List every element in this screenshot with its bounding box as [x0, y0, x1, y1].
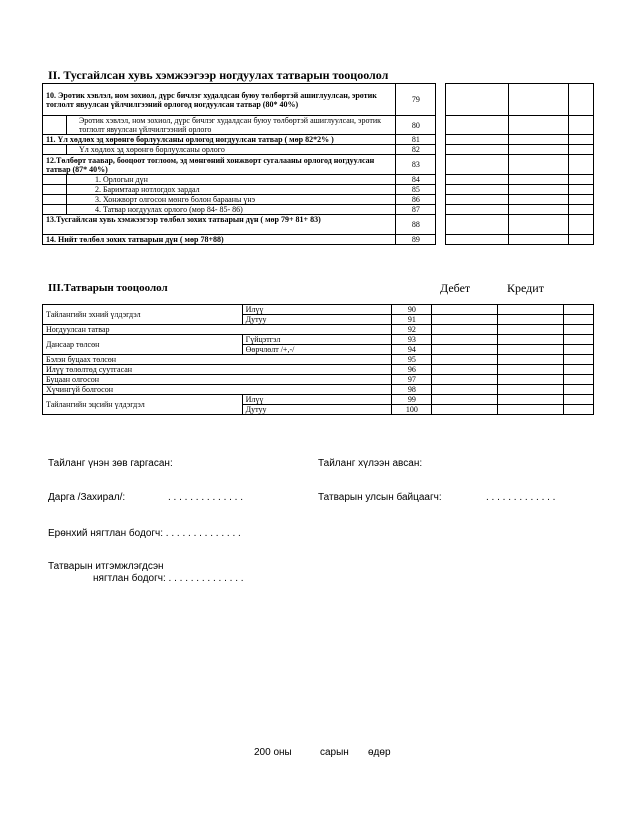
- row-number: 95: [392, 355, 432, 365]
- row-number: 83: [396, 155, 436, 175]
- section3-table: [42, 304, 594, 415]
- row-number: 89: [396, 235, 436, 245]
- value-cell[interactable]: [446, 205, 509, 215]
- prepared-by-label: Тайланг үнэн зөв гаргасан:: [48, 458, 173, 469]
- certified-accountant-label: Татварын итгэмжлэгдсэн: [48, 561, 164, 572]
- value-cell[interactable]: [432, 375, 498, 385]
- value-cell[interactable]: [509, 155, 569, 175]
- table-row: [43, 305, 594, 315]
- value-cell[interactable]: [446, 235, 509, 245]
- row-number: 94: [392, 345, 432, 355]
- transfer-label: Гүйцэтгэл: [242, 335, 392, 345]
- value-cell[interactable]: [446, 84, 509, 116]
- director-signature-line[interactable]: . . . . . . . . . . . . . .: [168, 492, 244, 503]
- value-cell[interactable]: [498, 405, 564, 415]
- debit-header: Дебет: [440, 281, 471, 295]
- value-cell[interactable]: [432, 355, 498, 365]
- row-number: 82: [396, 145, 436, 155]
- inspector-signature-line[interactable]: . . . . . . . . . . . . .: [486, 492, 556, 503]
- value-cell[interactable]: [432, 315, 498, 325]
- row-label: 10. Эротик хэвлэл, ном зохиол, дүрс бичлэг худалдсан буюу төлбөртэй ашиглуулсан, эротик тоглолт явуулсан үйлчилгээний орлогод ногдуулсан татвар (80* 40%): [43, 84, 396, 116]
- row-number: 80: [396, 116, 436, 135]
- row-number: 92: [392, 325, 432, 335]
- row-number: 86: [396, 195, 436, 205]
- overpay-label: Илүү төлөлтөд суутгасан: [43, 365, 392, 375]
- value-cell[interactable]: [446, 175, 509, 185]
- row-label: 2. Баримтаар нотлогдох зардал: [66, 185, 395, 195]
- refund-cash-label: Бэлэн буцаах төлсөн: [43, 355, 392, 365]
- opening-balance-label: Тайлангийн эхний үлдэгдэл: [43, 305, 243, 325]
- table-row: [43, 84, 594, 116]
- row-number: 79: [396, 84, 436, 116]
- value-cell[interactable]: [498, 365, 564, 375]
- deficit-label: Дутуу: [242, 405, 392, 415]
- table-row: [43, 395, 594, 405]
- table-row: [43, 195, 594, 205]
- paid-label: Дансаар төлсөн: [43, 335, 243, 355]
- assessed-tax-label: Ногдуулсан татвар: [43, 325, 392, 335]
- value-cell[interactable]: [498, 325, 564, 335]
- value-cell[interactable]: [498, 335, 564, 345]
- table-row: [43, 385, 594, 395]
- row-number: 88: [396, 215, 436, 235]
- value-cell[interactable]: [509, 215, 569, 235]
- value-cell[interactable]: [446, 135, 509, 145]
- value-cell[interactable]: [432, 385, 498, 395]
- row-label: Эротик хэвлэл, ном зохиол, дүрс бичлэг худалдсан буюу төлбөртэй ашиглуулсан, эротик тоглолт явуулсан үйлчилгээний орлого: [66, 116, 395, 135]
- value-cell[interactable]: [498, 375, 564, 385]
- value-cell[interactable]: [498, 305, 564, 315]
- value-cell[interactable]: [509, 195, 569, 205]
- value-cell[interactable]: [446, 195, 509, 205]
- value-cell[interactable]: [446, 215, 509, 235]
- row-label: 4. Татвар ногдуулах орлого (мөр 84- 85- 86): [66, 205, 395, 215]
- value-cell[interactable]: [446, 185, 509, 195]
- surplus-label: Илүү: [242, 395, 392, 405]
- value-cell[interactable]: [432, 365, 498, 375]
- row-label: 14. Нийт төлбөл зохих татварын дүн ( мөр 78+88): [43, 235, 396, 245]
- received-by-label: Тайланг хүлээн авсан:: [318, 458, 423, 469]
- row-label: 12.Төлбөрт таавар, бооцоот тоглоом, эд мөнгөний хонжворт сугалааны орлогод ногдуулсан татвар (87* 40%): [43, 155, 396, 175]
- section2-table: [42, 83, 594, 245]
- value-cell[interactable]: [432, 325, 498, 335]
- table-row: [43, 155, 594, 175]
- value-cell[interactable]: [432, 345, 498, 355]
- inspector-label: Татварын улсын байцаагч:: [318, 492, 442, 503]
- surplus-label: Илүү: [242, 305, 392, 315]
- date-day: өдөр: [368, 747, 391, 758]
- value-cell[interactable]: [509, 84, 569, 116]
- value-cell[interactable]: [432, 305, 498, 315]
- chief-accountant-line[interactable]: Ерөнхий нягтлан бодогч: . . . . . . . . . . . . . .: [48, 528, 241, 539]
- deficit-label: Дутуу: [242, 315, 392, 325]
- row-number: 100: [392, 405, 432, 415]
- value-cell[interactable]: [509, 235, 569, 245]
- closing-balance-label: Тайлангийн эцсийн үлдэгдэл: [43, 395, 243, 415]
- value-cell[interactable]: [509, 185, 569, 195]
- value-cell[interactable]: [432, 405, 498, 415]
- value-cell[interactable]: [509, 135, 569, 145]
- row-number: 90: [392, 305, 432, 315]
- value-cell[interactable]: [498, 315, 564, 325]
- table-row: [43, 335, 594, 345]
- table-row: [43, 235, 594, 245]
- certified-accountant-line[interactable]: нягтлан бодогч: . . . . . . . . . . . . . .: [93, 573, 244, 584]
- row-label: Үл хөдлөх эд хөрөнгө борлуулсаны орлого: [66, 145, 395, 155]
- date-year: 200 оны: [254, 747, 292, 758]
- table-row: [43, 185, 594, 195]
- row-number: 87: [396, 205, 436, 215]
- value-cell[interactable]: [432, 335, 498, 345]
- section3-title: III.Татварын тооцоолол: [48, 282, 168, 294]
- section2-title: II. Тусгайлсан хувь хэмжээгээр ногдуулах татварын тооцоолол: [48, 68, 389, 82]
- row-number: 84: [396, 175, 436, 185]
- value-cell[interactable]: [509, 116, 569, 135]
- table-row: [43, 215, 594, 235]
- adjust-label: Өөрчлөлт /+,-/: [242, 345, 392, 355]
- row-label: 3. Хонжворт олгосон мөнгө болон барааны үнэ: [66, 195, 395, 205]
- value-cell[interactable]: [446, 116, 509, 135]
- row-label: 13.Тусгайлсан хувь хэмжээгээр төлбөл зохих татварын дүн ( мөр 79+ 81+ 83): [43, 215, 396, 235]
- table-row: [43, 116, 594, 135]
- table-row: [43, 135, 594, 145]
- returned-label: Буцаан олгосон: [43, 375, 392, 385]
- table-row: [43, 365, 594, 375]
- void-label: Хүчингүй болгосон: [43, 385, 392, 395]
- table-row: [43, 325, 594, 335]
- value-cell[interactable]: [498, 355, 564, 365]
- table-row: [43, 145, 594, 155]
- value-cell[interactable]: [498, 345, 564, 355]
- value-cell[interactable]: [432, 395, 498, 405]
- table-row: [43, 175, 594, 185]
- row-number: 91: [392, 315, 432, 325]
- value-cell[interactable]: [509, 175, 569, 185]
- value-cell[interactable]: [498, 395, 564, 405]
- value-cell[interactable]: [498, 385, 564, 395]
- value-cell[interactable]: [446, 145, 509, 155]
- table-row: [43, 205, 594, 215]
- value-cell[interactable]: [509, 205, 569, 215]
- row-number: 81: [396, 135, 436, 145]
- value-cell[interactable]: [509, 145, 569, 155]
- credit-header: Кредит: [507, 281, 544, 295]
- row-number: 97: [392, 375, 432, 385]
- table-row: [43, 375, 594, 385]
- row-label: 1. Орлогын дүн: [66, 175, 395, 185]
- value-cell[interactable]: [446, 155, 509, 175]
- row-label: 11. Үл хөдлөх эд хөрөнгө борлуулсаны орлогод ногдуулсан татвар ( мөр 82*2% ): [43, 135, 396, 145]
- director-label: Дарга /Захирал/:: [48, 492, 126, 503]
- row-number: 99: [392, 395, 432, 405]
- row-number: 93: [392, 335, 432, 345]
- row-number: 96: [392, 365, 432, 375]
- row-number: 85: [396, 185, 436, 195]
- date-month: сарын: [320, 747, 349, 758]
- table-row: [43, 355, 594, 365]
- row-number: 98: [392, 385, 432, 395]
